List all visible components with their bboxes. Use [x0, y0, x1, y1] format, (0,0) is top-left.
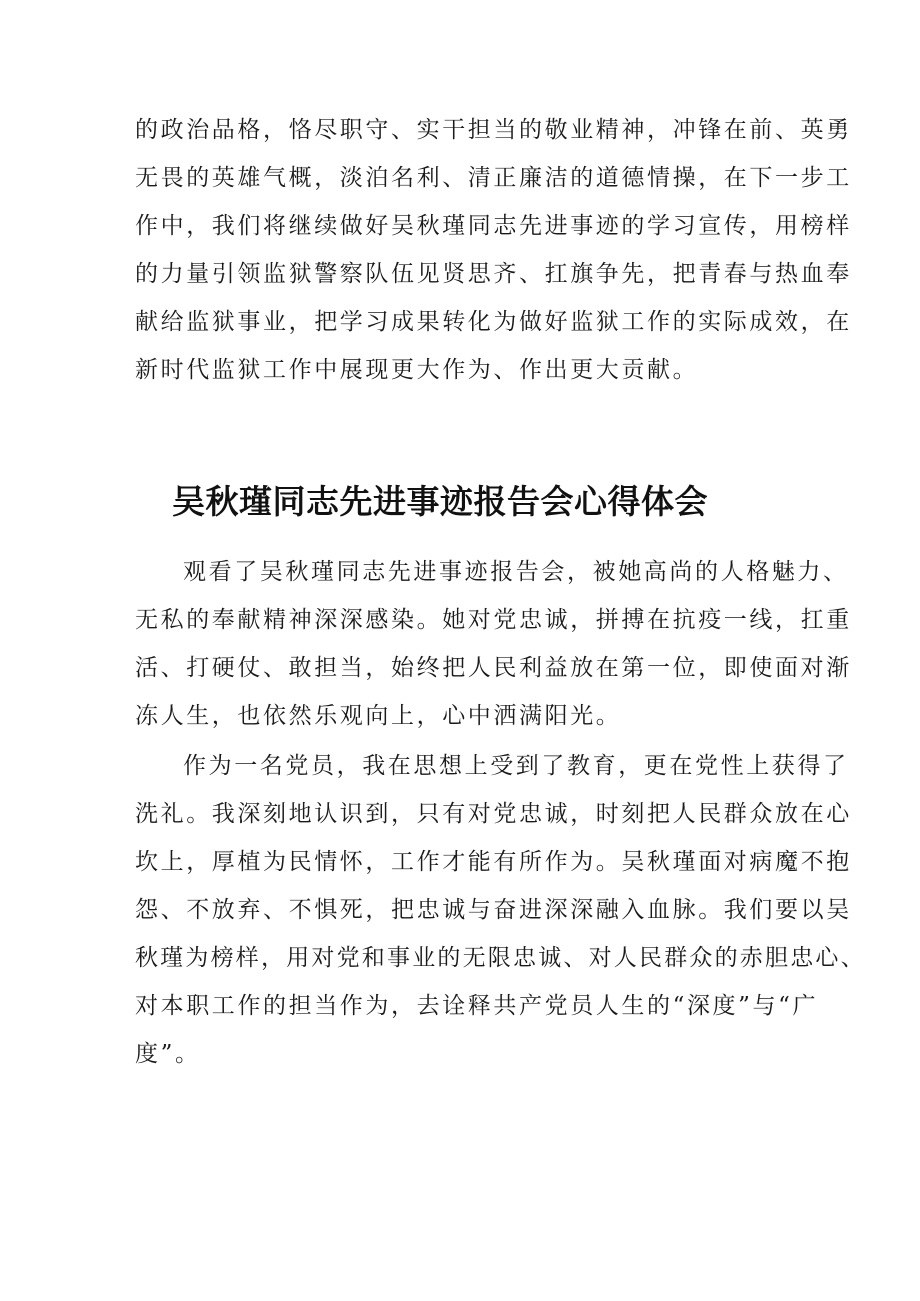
paragraph-line: 活、打硬仗、敢担当，始终把人民利益放在第一位，即使面对渐 — [135, 655, 852, 681]
paragraph-line: 度”。 — [135, 1041, 201, 1067]
paragraph-line: 对本职工作的担当作为，去诠释共产党员人生的“深度”与“广 — [135, 993, 819, 1019]
prev-section-line: 无畏的英雄气概，淡泊名利、清正廉洁的道德情操，在下一步工 — [135, 165, 852, 191]
paragraph-line: 冻人生，也依然乐观向上，心中洒满阳光。 — [135, 703, 622, 729]
prev-section-line: 的政治品格，恪尽职守、实干担当的敬业精神，冲锋在前、英勇 — [135, 117, 852, 143]
prev-section-line: 的力量引领监狱警察队伍见贤思齐、扛旗争先，把青春与热血奉 — [135, 261, 852, 287]
paragraph-line: 秋瑾为榜样，用对党和事业的无限忠诚、对人民群众的赤胆忠心、 — [135, 945, 866, 971]
prev-section-line: 新时代监狱工作中展现更大作为、作出更大贡献。 — [135, 357, 699, 383]
article-title: 吴秋瑾同志先进事迹报告会心得体会 — [172, 482, 708, 522]
paragraph-line: 作为一名党员，我在思想上受到了教育，更在党性上获得了 — [183, 753, 849, 779]
prev-section-line: 献给监狱事业，把学习成果转化为做好监狱工作的实际成效，在 — [135, 309, 852, 335]
paragraph-line: 坎上，厚植为民情怀，工作才能有所作为。吴秋瑾面对病魔不抱 — [135, 849, 852, 875]
paragraph-line: 怨、不放弃、不惧死，把忠诚与奋进深深融入血脉。我们要以吴 — [135, 897, 852, 923]
prev-section-line: 作中，我们将继续做好吴秋瑾同志先进事迹的学习宣传，用榜样 — [135, 213, 852, 239]
paragraph-line: 洗礼。我深刻地认识到，只有对党忠诚，时刻把人民群众放在心 — [135, 801, 852, 827]
paragraph-line: 观看了吴秋瑾同志先进事迹报告会，被她高尚的人格魅力、 — [183, 559, 849, 585]
paragraph-line: 无私的奉献精神深深感染。她对党忠诚，拼搏在抗疫一线，扛重 — [135, 607, 852, 633]
